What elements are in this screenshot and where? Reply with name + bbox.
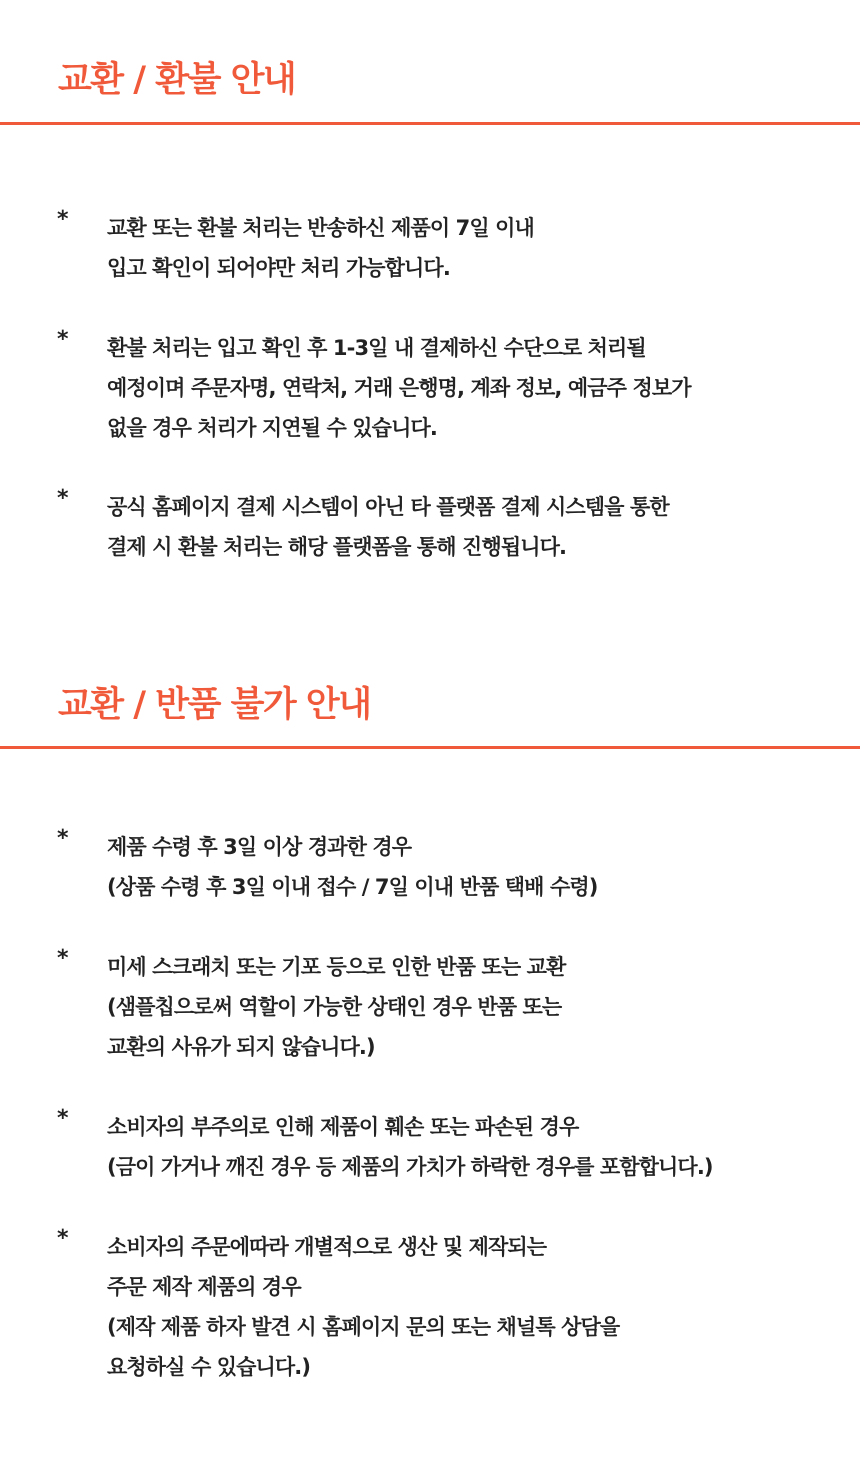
item-text-line: (금이 가거나 깨진 경우 등 제품의 가치가 하락한 경우를 포함합니다.) [107,1155,713,1179]
item-text-line: 요청하실 수 있습니다.) [107,1355,311,1379]
bullet-asterisk: * [57,327,69,352]
item-text-line: 환불 처리는 입고 확인 후 1-3일 내 결제하신 수단으로 처리될 [107,336,646,360]
bullet-asterisk: * [57,1226,69,1251]
item-text-line: 소비자의 부주의로 인해 제품이 훼손 또는 파손된 경우 [107,1115,579,1139]
bullet-asterisk: * [57,1106,69,1131]
item-text-line: 입고 확인이 되어야만 처리 가능합니다. [107,256,450,280]
bullet-asterisk: * [57,946,69,971]
item-text-line: 제품 수령 후 3일 이상 경과한 경우 [107,835,412,859]
item-text-line: 교환 또는 환불 처리는 반송하신 제품이 7일 이내 [107,216,534,240]
refund-section-list [0,208,860,567]
item-text-line: 예정이며 주문자명, 연락처, 거래 은행명, 계좌 정보, 예금주 정보가 [107,376,691,400]
item-text-line: 없을 경우 처리가 지연될 수 있습니다. [107,416,437,440]
item-text-line: 공식 홈페이지 결제 시스템이 아닌 타 플랫폼 결제 시스템을 통한 [107,495,669,519]
item-text-line: (샘플칩으로써 역할이 가능한 상태인 경우 반품 또는 [107,995,562,1019]
refund-item [0,487,860,567]
refund-section-divider [0,122,860,125]
item-text-line: (상품 수령 후 3일 이내 접수 / 7일 이내 반품 택배 수령) [107,875,598,899]
no-return-item [0,1227,860,1387]
item-text-line: 미세 스크래치 또는 기포 등으로 인한 반품 또는 교환 [107,955,566,979]
item-text-line: 소비자의 주문에따라 개별적으로 생산 및 제작되는 [107,1235,547,1259]
bullet-asterisk: * [57,826,69,851]
item-text-line: 주문 제작 제품의 경우 [107,1275,301,1299]
no-return-item [0,827,860,947]
no-return-section-divider [0,746,860,749]
bullet-asterisk: * [57,207,69,232]
no-return-item [0,1107,860,1227]
item-text-line: 결제 시 환불 처리는 해당 플랫폼을 통해 진행됩니다. [107,535,567,559]
no-return-item [0,947,860,1107]
item-text-line: (제작 제품 하자 발견 시 홈페이지 문의 또는 채널톡 상담을 [107,1315,620,1339]
refund-item [0,208,860,328]
item-text-line: 교환의 사유가 되지 않습니다.) [107,1035,375,1059]
refund-section-title: 교환 / 환불 안내 [58,60,296,100]
no-return-section-title: 교환 / 반품 불가 안내 [58,685,371,725]
refund-item [0,328,860,487]
bullet-asterisk: * [57,486,69,511]
no-return-section-list [0,827,860,1387]
